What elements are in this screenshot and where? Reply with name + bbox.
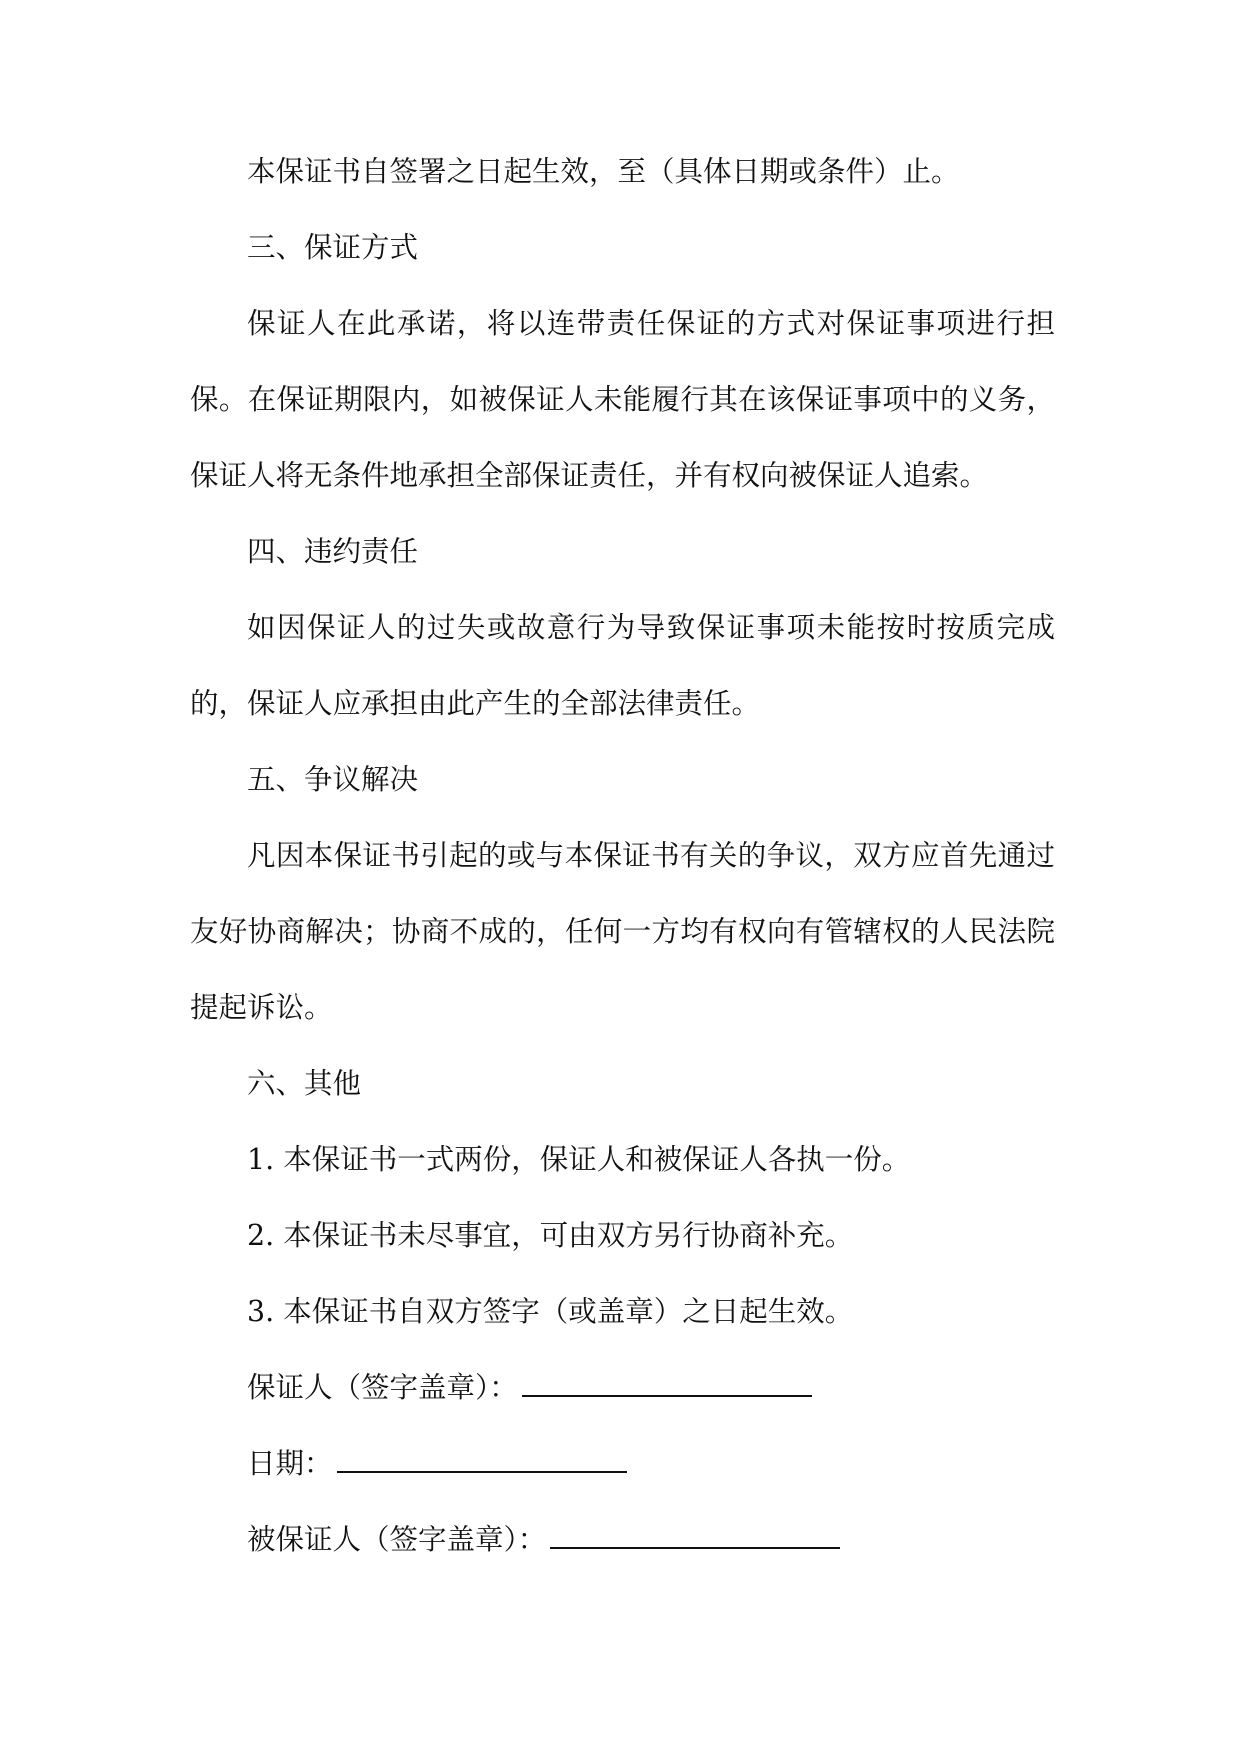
section-heading-breach-liability: 四、违约责任 <box>247 535 419 568</box>
section-heading-dispute-resolution: 五、争议解决 <box>247 763 419 796</box>
guarantor-signature-line <box>190 1350 1055 1426</box>
guaranteed-party-signature-label: 被保证人（签字盖章）： <box>247 1523 547 1556</box>
section-heading-guarantee-method: 三、保证方式 <box>247 231 419 264</box>
date-label: 日期： <box>247 1447 333 1480</box>
guarantor-signature-blank[interactable] <box>522 1373 812 1397</box>
guaranteed-party-signature-blank[interactable] <box>550 1525 840 1549</box>
guarantee-method-text: 保证人在此承诺，将以连带责任保证的方式对保证事项进行担保。在保证期限内，如被保证人未能履行其在该保证事项中的义务，保证人将无条件地承担全部保证责任，并有权向被保证人追索。 <box>190 307 1055 492</box>
breach-liability-text: 如因保证人的过失或故意行为导致保证事项未能按时按质完成的，保证人应承担由此产生的全部法律责任。 <box>190 611 1055 720</box>
guaranteed-party-signature-line <box>190 1502 1055 1578</box>
date-line <box>190 1426 1055 1502</box>
other-item-1: 1. 本保证书一式两份，保证人和被保证人各执一份。 <box>247 1143 911 1176</box>
document-body <box>190 134 1055 1578</box>
section-heading-other: 六、其他 <box>247 1067 362 1100</box>
other-item-3: 3. 本保证书自双方签字（或盖章）之日起生效。 <box>247 1295 854 1328</box>
guarantor-signature-label: 保证人（签字盖章）： <box>247 1371 518 1404</box>
date-blank[interactable] <box>337 1449 627 1473</box>
dispute-resolution-text: 凡因本保证书引起的或与本保证书有关的争议，双方应首先通过友好协商解决；协商不成的，任何一方均有权向有管辖权的人民法院提起诉讼。 <box>190 839 1055 1024</box>
other-item-2: 2. 本保证书未尽事宜，可由双方另行协商补充。 <box>247 1219 854 1252</box>
effective-period-text: 本保证书自签署之日起生效，至（具体日期或条件）止。 <box>247 155 960 188</box>
